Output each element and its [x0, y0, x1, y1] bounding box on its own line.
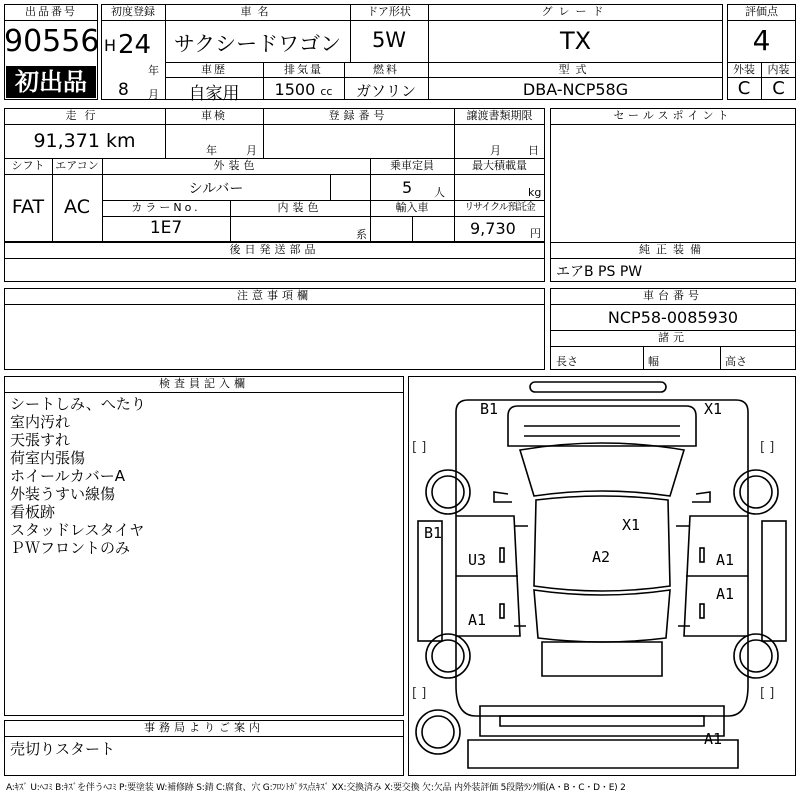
ext-color: シルバー — [188, 181, 244, 197]
car-name-label: 車名 — [240, 5, 275, 18]
sales-point-label: セールスポイント — [613, 109, 733, 122]
inspector-note: スタッドレスタイヤ — [10, 521, 145, 539]
inspector-note: 看板跡 — [10, 503, 56, 521]
max-load-label: 最大積載量 — [472, 159, 527, 172]
registration-label: 登録番号 — [328, 109, 389, 122]
month-unit: 月 — [148, 88, 159, 101]
grade: TX — [559, 27, 592, 55]
capacity-unit: 人 — [434, 186, 445, 199]
inspector-note: 天張すれ — [10, 431, 71, 449]
shift: FAT — [11, 196, 45, 218]
caution-label: 注意事項欄 — [237, 289, 312, 302]
inspector-note: ＰＷフロントのみ — [10, 539, 131, 557]
inspector-notes — [10, 395, 146, 557]
interior-grade: C — [772, 78, 785, 99]
bracket-front-right: [ ] — [760, 440, 775, 455]
damage-mark: A1 — [716, 551, 735, 569]
damage-mark: A2 — [592, 548, 611, 566]
car-name: サクシードワゴン — [173, 32, 342, 56]
damage-mark: X1 — [622, 516, 641, 534]
mileage-label: 走行 — [65, 109, 104, 122]
bracket-front-left: [ ] — [412, 440, 427, 455]
damage-mark: B1 — [480, 400, 499, 418]
model-code-label: 型式 — [558, 63, 593, 76]
details-grid — [4, 108, 545, 242]
color-no: 1E7 — [149, 218, 183, 238]
ac-label: エアコン — [55, 159, 99, 172]
lot-number: 90556 — [4, 24, 100, 59]
inspection-month-unit: 月 — [246, 144, 257, 157]
recycle-label: リサイクル預託金 — [464, 202, 535, 213]
inspection-label: 車検 — [201, 109, 227, 122]
legend: A:ｷｽﾞ U:ﾍｺﾐ B:ｷｽﾞを伴うﾍｺﾐ P:要塗装 W:補修跡 S:錆 C:腐食、穴 G:ﾌﾛﾝﾄｶﾞﾗｽ点ｷｽﾞ XX:交換済み X:要交換 欠:欠品 内外装評価 5段階ﾗﾝｸ順(A・B・C・D・E) 2 — [6, 783, 626, 793]
import-label: 輸入車 — [395, 201, 429, 214]
shift-label: シフト — [11, 159, 45, 172]
interior-grade-label: 内装 — [767, 63, 790, 76]
first-reg-year: 24 — [118, 30, 152, 60]
damage-mark: X1 — [704, 400, 723, 418]
bracket-rear-left: [ ] — [412, 686, 427, 701]
door-label: ドア形状 — [367, 5, 411, 18]
damage-mark: U3 — [468, 551, 487, 569]
bracket-rear-right: [ ] — [760, 686, 775, 701]
later-parts-label: 後日発送部品 — [229, 243, 320, 256]
model-code: DBA-NCP58G — [522, 80, 629, 99]
recycle-unit: 円 — [530, 227, 541, 240]
score-label: 評価点 — [745, 5, 778, 18]
history: 自家用 — [188, 84, 240, 104]
inspector-note: 外装うすい線傷 — [10, 485, 116, 503]
door-type: 5W — [371, 28, 407, 52]
max-load-unit: kg — [528, 186, 542, 199]
fuel-label: 燃料 — [373, 63, 399, 76]
inspector-note: 荷室内張傷 — [10, 449, 86, 467]
grade-label: グレード — [541, 5, 610, 18]
ac: AC — [64, 196, 90, 218]
dimensions-label: 諸元 — [658, 331, 688, 344]
displacement-label: 排気量 — [284, 63, 323, 76]
exterior-grade: C — [737, 78, 751, 99]
lot-number-label: 出品番号 — [25, 5, 77, 18]
transfer-month-unit: 月 — [490, 144, 501, 157]
inspection-year-unit: 年 — [206, 144, 217, 157]
score: 4 — [752, 24, 771, 57]
color-no-label: カラーNo. — [131, 201, 201, 214]
history-label: 車歴 — [201, 63, 227, 76]
height-label: 高さ — [725, 355, 747, 368]
width-label: 幅 — [648, 355, 659, 368]
capacity: 5 — [402, 178, 413, 197]
office-label: 事務局よりご案内 — [144, 721, 264, 734]
exterior-grade-label: 外装 — [733, 63, 755, 76]
damage-mark: A1 — [716, 585, 735, 603]
capacity-label: 乗車定員 — [390, 159, 434, 172]
mileage: 91,371 km — [33, 130, 136, 152]
recycle-fee: 9,730 — [470, 219, 516, 238]
ext-color-label: 外装色 — [213, 159, 259, 172]
chassis-label: 車台番号 — [643, 289, 703, 302]
equipment: エアB PS PW — [556, 264, 643, 280]
fuel: ガソリン — [355, 82, 416, 100]
era: H — [104, 36, 117, 55]
inspector-note: 室内汚れ — [10, 413, 71, 431]
first-reg-label: 初度登録 — [111, 5, 155, 18]
int-color-unit: 系 — [356, 228, 367, 241]
equipment-label: 純正装備 — [639, 243, 707, 256]
displacement: 1500 cc — [274, 80, 333, 99]
inspector-note: ホイールカバーA — [10, 467, 125, 485]
transfer-deadline-label: 譲渡書類期限 — [466, 109, 533, 122]
car-diagram — [408, 376, 796, 776]
damage-mark: B1 — [424, 524, 443, 542]
int-color-label: 内装色 — [277, 201, 323, 214]
damage-mark: A1 — [704, 730, 723, 748]
office-text: 売切りスタート — [10, 740, 116, 758]
inspector-label: 検査員記入欄 — [159, 377, 249, 390]
damage-mark: A1 — [468, 611, 487, 629]
transfer-day-unit: 日 — [528, 144, 539, 157]
length-label: 長さ — [556, 355, 578, 368]
first-listing-badge: 初出品 — [6, 66, 96, 98]
year-unit: 年 — [148, 64, 159, 77]
inspector-note: シートしみ、へたり — [10, 395, 146, 413]
first-reg-month: 8 — [118, 80, 129, 100]
chassis-number: NCP58-0085930 — [607, 308, 739, 327]
